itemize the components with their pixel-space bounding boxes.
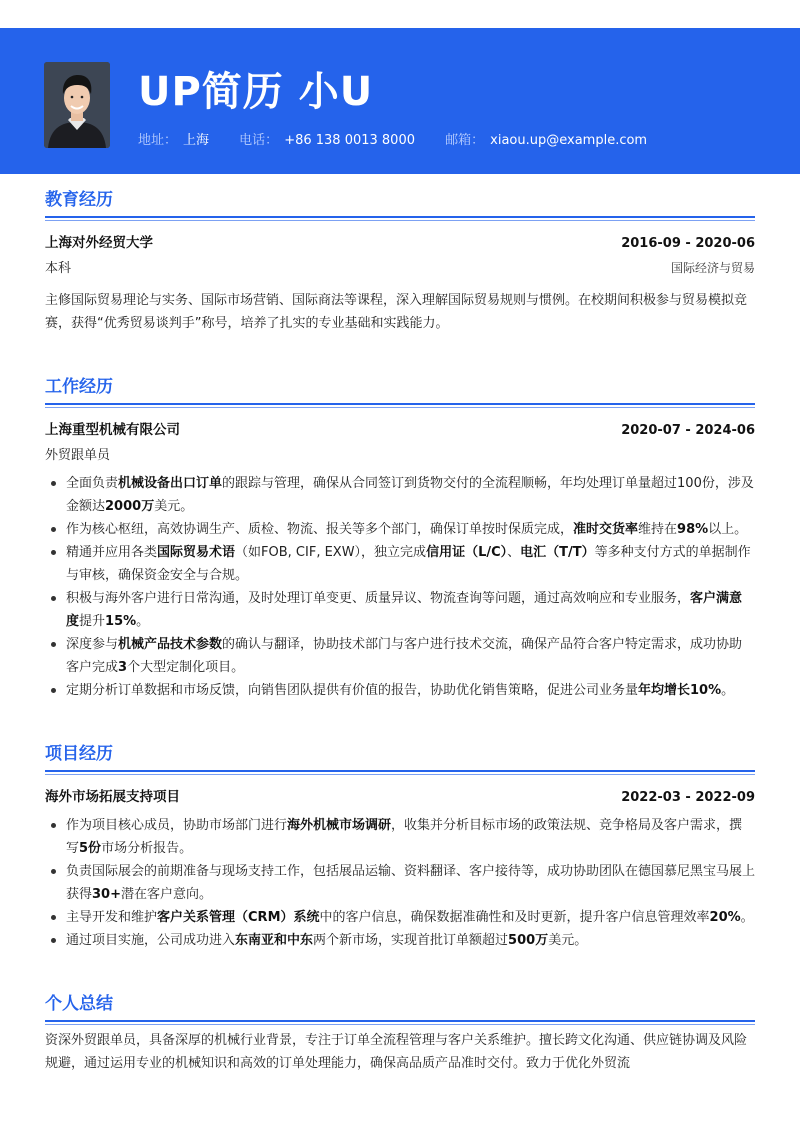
section-divider (45, 403, 755, 405)
highlight-text: 客户关系管理（CRM）系统 (157, 910, 320, 925)
section-divider (45, 216, 755, 218)
avatar (44, 62, 110, 148)
major: 国际经济与贸易 (670, 261, 755, 275)
list-item (45, 929, 755, 952)
resume-body (45, 186, 755, 1113)
section-divider-thin (45, 407, 755, 408)
bullet-text: 作为核心枢纽，高效协调生产、质检、物流、报关等多个部门，确保订单按时保质完成， (66, 522, 574, 537)
bullet-text: 个大型定制化项目。 (127, 660, 245, 675)
contact-address (138, 132, 209, 150)
bullet-text: 提升 (79, 614, 106, 629)
education-date: 2016-09 - 2020-06 (621, 236, 755, 251)
bullet-text: 以上。 (708, 522, 748, 537)
highlight-text: 15% (105, 614, 137, 629)
bullet-text: 中的客户信息，确保数据准确性和及时更新，提升客户信息管理效率 (319, 910, 710, 925)
contact-address-label: 地址： (138, 133, 178, 148)
project-date: 2022-03 - 2022-09 (621, 790, 755, 805)
highlight-text: 3 (118, 660, 128, 675)
work-bullets (45, 472, 755, 702)
bullet-text: 通过项目实施，公司成功进入 (66, 933, 236, 948)
bullet-text: 精通并应用各类 (66, 545, 158, 560)
bullet-text: 潜在客户意向。 (121, 887, 213, 902)
bullet-text: 全面负责 (66, 476, 119, 491)
bullet-text: 主导开发和维护 (66, 910, 158, 925)
bullet-text: 。 (740, 910, 754, 925)
school-name: 上海对外经贸大学 (45, 235, 153, 251)
highlight-text: 年均增长10% (638, 683, 722, 698)
bullet-text: 积极与海外客户进行日常沟通，及时处理订单变更、质量异议、物流查询等问题，通过高效响应和专业服务， (66, 591, 691, 606)
bullet-text: （如FOB, CIF, EXW），独立完成 (235, 545, 427, 560)
job-position: 外贸跟单员 (45, 448, 111, 463)
bullet-text: 定期分析订单数据和市场反馈，向销售团队提供有价值的报告，协助优化销售策略，促进公司业务量 (66, 683, 639, 698)
bullet-text: 市场分析报告。 (101, 841, 193, 856)
project-entry-head (45, 787, 755, 808)
list-item (45, 814, 755, 860)
list-item (45, 518, 755, 541)
bullet-text: 美元。 (548, 933, 588, 948)
bullet-text: 负责国际展会的前期准备与现场支持工作，包括展品运输、资料翻译、客户接待等，成功协助团队在德国慕尼黑宝马展上获得 (66, 864, 756, 902)
education-entry-head (45, 233, 755, 254)
list-item (45, 541, 755, 587)
education-sub-row (45, 259, 755, 279)
highlight-text: 机械产品技术参数 (118, 637, 223, 652)
education-description: 主修国际贸易理论与实务、国际市场营销、国际商法等课程，深入理解国际贸易规则与惯例。在校期间积极参与贸易模拟竞赛，获得“优秀贸易谈判手”称号，培养了扎实的专业基础和实践能力。 (45, 293, 748, 331)
highlight-text: 客户满意度 (66, 591, 743, 629)
section-divider (45, 1020, 755, 1022)
contact-email (445, 132, 647, 150)
list-item (45, 633, 755, 679)
highlight-text: 5份 (79, 841, 102, 856)
contact-phone (239, 132, 415, 150)
highlight-text: 电汇（T/T） (520, 545, 595, 560)
highlight-text: 20% (709, 910, 741, 925)
bullet-text: 。 (721, 683, 735, 698)
highlight-text: 机械设备出口订单 (118, 476, 223, 491)
bullet-text: 等多种支付方式的单据制作与审核，确保资金安全与合规。 (66, 545, 751, 583)
contact-address-value: 上海 (183, 133, 210, 148)
profile-photo (44, 62, 110, 148)
summary-section-title: 个人总结 (45, 994, 113, 1014)
highlight-text: 国际贸易术语 (157, 545, 236, 560)
resume-header (0, 28, 800, 174)
project-name: 海外市场拓展支持项目 (45, 789, 180, 805)
list-item (45, 679, 755, 702)
highlight-text: 东南亚和中东 (235, 933, 314, 948)
highlight-text: 海外机械市场调研 (287, 818, 392, 833)
section-divider-thin (45, 220, 755, 221)
bullet-text: 的跟踪与管理，确保从合同签订到货物交付的全流程顺畅，年均处理订单量超过100份，涉及金额达 (66, 476, 754, 514)
project-section (45, 740, 755, 952)
company-name: 上海重型机械有限公司 (45, 422, 180, 438)
highlight-text: 98% (677, 522, 709, 537)
education-section (45, 186, 755, 335)
education-section-title: 教育经历 (45, 190, 113, 210)
bullet-text: 两个新市场，实现首批订单额超过 (313, 933, 509, 948)
bullet-text: 维持在 (638, 522, 678, 537)
highlight-text: 500万 (508, 933, 549, 948)
highlight-text: 2000万 (105, 499, 155, 514)
contact-email-label: 邮箱： (445, 133, 485, 148)
work-section (45, 373, 755, 702)
section-divider-thin (45, 1024, 755, 1025)
degree: 本科 (45, 261, 72, 276)
contact-phone-label: 电话： (239, 133, 279, 148)
list-item (45, 906, 755, 929)
work-date: 2020-07 - 2024-06 (621, 423, 755, 438)
bullet-text: 的确认与翻译，协助技术部门与客户进行技术交流，确保产品符合客户特定需求，成功协助客户完成 (66, 637, 743, 675)
bullet-text: 美元。 (154, 499, 194, 514)
bullet-text: 深度参与 (66, 637, 119, 652)
work-sub-row (45, 446, 755, 466)
work-entry-head (45, 420, 755, 441)
highlight-text: 30+ (92, 887, 121, 902)
project-bullets (45, 814, 755, 952)
highlight-text: 准时交货率 (573, 522, 639, 537)
candidate-name: UP简历 小U (138, 69, 374, 115)
section-divider (45, 770, 755, 772)
work-section-title: 工作经历 (45, 377, 113, 397)
contact-phone-value: +86 138 0013 8000 (284, 133, 415, 148)
highlight-text: 信用证（L/C） (426, 545, 508, 560)
contact-info (138, 132, 673, 150)
section-divider-thin (45, 774, 755, 775)
list-item (45, 860, 755, 906)
bullet-text: ，收集并分析目标市场的政策法规、竞争格局及客户需求，撰写 (66, 818, 743, 856)
contact-email-value: xiaou.up@example.com (490, 133, 648, 148)
bullet-text: 作为项目核心成员，协助市场部门进行 (66, 818, 288, 833)
bullet-text: 、 (507, 545, 521, 560)
summary-text: 资深外贸跟单员，具备深厚的机械行业背景，专注于订单全流程管理与客户关系维护。擅长跨文化沟通、供应链协调及风险规避，通过运用专业的机械知识和高效的订单处理能力，确保高品质产品准时交付。致力于优化外贸流 (45, 1033, 748, 1071)
list-item (45, 587, 755, 633)
list-item (45, 472, 755, 518)
summary-section (45, 990, 755, 1075)
bullet-text: 。 (136, 614, 150, 629)
project-section-title: 项目经历 (45, 744, 113, 764)
